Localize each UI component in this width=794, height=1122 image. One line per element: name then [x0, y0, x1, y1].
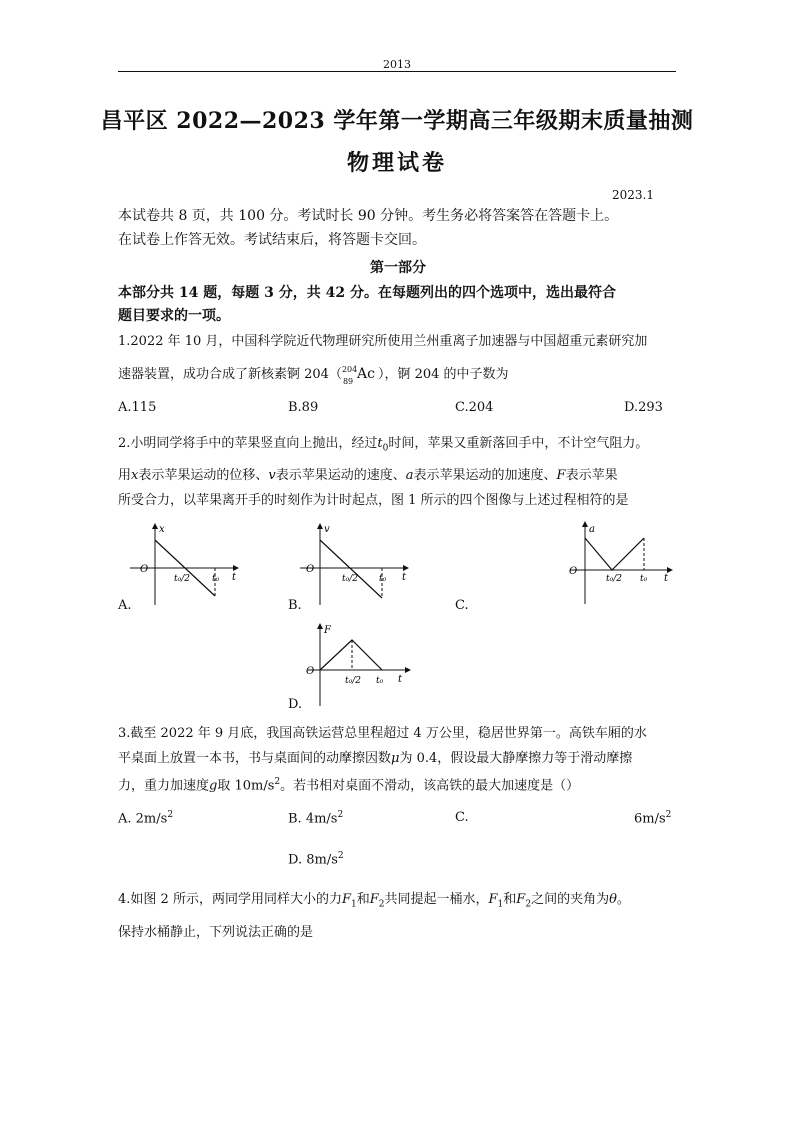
graph-line	[320, 640, 382, 670]
q2-line-2-text: 表示苹果	[565, 468, 618, 483]
q2-line-2-text: 用	[118, 468, 132, 483]
q3-option-c-exp: 2	[665, 810, 672, 820]
nuclide-symbol: Ac	[356, 366, 375, 382]
full-tick-label: t₀	[212, 574, 220, 584]
y-axis-label: x	[159, 524, 165, 535]
q4-line-1	[118, 888, 688, 917]
q1-option-c: C.204	[455, 400, 494, 415]
q3-text-d: 取 10m/s	[217, 778, 275, 794]
q3-option-d-exp: 2	[337, 851, 344, 861]
t-axis-label: t	[402, 572, 407, 583]
q3-option-c-value	[634, 810, 671, 826]
q3-option-a	[118, 810, 173, 826]
graph-line	[320, 540, 382, 598]
part-instruction-1: 本部分共 14 题，每题 3 分，共 42 分。在每题列出的四个选项中，选出最符合	[118, 285, 616, 301]
t-axis-label: t	[232, 572, 237, 583]
q1-line-1: 1.2022 年 10 月，中国科学院近代物理研究所使用兰州重离子加速器与中国超重元素研究加	[118, 334, 648, 349]
q3-line-3	[118, 771, 678, 797]
q3-option-a-exp: 2	[167, 810, 174, 820]
y-axis-label: a	[589, 524, 595, 535]
origin-label: O	[140, 564, 149, 575]
q3-text-c: 力，重力加速度	[118, 778, 210, 794]
graph-line	[585, 538, 644, 570]
mu-symbol: μ	[391, 751, 400, 766]
q3-text-a: 平桌面上放置一本书，书与桌面间的动摩擦因数	[118, 751, 392, 766]
origin-label: O	[306, 666, 315, 677]
intro-line-2: 在试卷上作答无效。考试结束后，将答题卡交回。	[118, 232, 426, 248]
variable-symbol: v	[268, 468, 276, 483]
f2-symbol-2: F	[516, 892, 526, 907]
half-tick-label: t₀/2	[345, 676, 361, 686]
q2-text-b: 时间，苹果又重新落回手中，不计空气阻力。	[388, 436, 649, 451]
f1-symbol: F	[341, 892, 351, 907]
half-tick-label: t₀/2	[606, 574, 622, 584]
graph-a-label: A.	[118, 598, 132, 613]
q3-text-b: 为 0.4，假设最大静摩擦力等于滑动摩擦	[399, 751, 633, 766]
full-tick-label: t₀	[379, 574, 387, 584]
exam-date: 2023.1	[612, 188, 654, 202]
q2-line-2-text: 表示苹果运动的位移、	[138, 468, 269, 483]
f2-subscript-2: 2	[525, 899, 532, 910]
q3-option-b	[288, 810, 343, 826]
f2-subscript: 2	[378, 899, 385, 910]
full-tick-label: t₀	[376, 676, 384, 686]
q2-line-2-text: 表示苹果运动的速度、	[275, 468, 406, 483]
q4-text-c: 之间的夹角为	[531, 892, 610, 907]
full-tick-label: t₀	[640, 574, 648, 584]
header-rule	[118, 71, 676, 72]
q3-option-b-text: B. 4m/s	[288, 811, 338, 827]
part-heading: 第一部分	[370, 260, 426, 276]
q3-option-a-text: A. 2m/s	[118, 811, 168, 827]
q4-text-d: 。	[616, 892, 630, 907]
graph-d	[300, 620, 420, 710]
exam-title: 昌平区 2022—2023 学年第一学期高三年级期末质量抽测	[100, 108, 694, 134]
g-symbol: g	[209, 778, 218, 794]
q3-text-e: 。若书相对桌面不滑动，该高铁的最大加速度是（）	[280, 778, 580, 794]
variable-symbol: F	[556, 468, 566, 483]
origin-label: O	[569, 566, 578, 577]
graph-a	[118, 520, 248, 612]
page-number: 2013	[383, 58, 411, 71]
q3-option-d	[288, 851, 344, 867]
half-tick-label: t₀/2	[342, 574, 358, 584]
t-axis-label: t	[398, 674, 403, 685]
q3-option-c-text: 6m/s	[634, 811, 666, 827]
q1-option-b: B.89	[288, 400, 319, 415]
graph-d-label: D.	[288, 697, 303, 712]
nuclide-notation	[341, 362, 378, 386]
f1-subscript-2: 1	[497, 899, 504, 910]
q3-option-b-exp: 2	[337, 810, 344, 820]
theta-symbol: θ	[609, 892, 617, 907]
q3-line-2	[118, 747, 678, 770]
f2-symbol: F	[369, 892, 379, 907]
q1-text-a: 速器装置，成功合成了新核素锕 204（	[118, 367, 342, 382]
f1-symbol-2: F	[488, 892, 498, 907]
q1-option-d: D.293	[624, 400, 663, 415]
half-tick-label: t₀/2	[174, 574, 190, 584]
q2-line-2-text: 表示苹果运动的加速度、	[413, 468, 557, 483]
variable-symbol: x	[131, 468, 139, 483]
q2-text-a: 2.小明同学将手中的苹果竖直向上抛出，经过	[118, 436, 378, 451]
q3-exponent: 2	[274, 777, 281, 787]
y-axis-label: v	[324, 524, 330, 535]
q4-text-b: 共同提起一桶水，	[384, 892, 489, 907]
intro-line-1: 本试卷共 8 页，共 100 分。考试时长 90 分钟。考生务必将答案答在答题卡上。	[118, 208, 619, 224]
q2-line-2	[118, 464, 678, 487]
exam-subject: 物理试卷	[346, 150, 447, 176]
q4-line-2: 保持水桶静止，下列说法正确的是	[118, 925, 314, 940]
origin-label: O	[306, 564, 315, 575]
q2-line-3: 所受合力，以苹果离开手的时刻作为计时起点，图 1 所示的四个图像与上述过程相符的是	[118, 493, 629, 508]
part-instruction-2: 题目要求的一项。	[118, 308, 230, 324]
q1-text-b: ），锕 204 的中子数为	[377, 367, 509, 382]
q3-option-c: C.	[455, 810, 469, 825]
nuclide-atomic: 89	[342, 377, 354, 386]
t0-subscript: 0	[382, 443, 389, 454]
nuclide-mass: 204	[341, 365, 358, 374]
q4-text-a: 4.如图 2 所示，两同学用同样大小的力	[118, 892, 342, 907]
q2-line-1	[118, 432, 678, 461]
q1-option-a: A.115	[118, 400, 157, 415]
graph-b	[290, 520, 420, 612]
q4-and-2: 和	[503, 892, 517, 907]
q4-and-1: 和	[356, 892, 370, 907]
q3-option-d-text: D. 8m/s	[288, 852, 338, 868]
t0-symbol: t	[377, 436, 383, 451]
graph-c	[560, 518, 680, 610]
graph-b-label: B.	[288, 598, 302, 613]
q3-line-1: 3.截至 2022 年 9 月底，我国高铁运营总里程超过 4 万公里，稳居世界第一。高铁车厢的水	[118, 726, 647, 741]
t-axis-label: t	[664, 573, 669, 584]
f1-subscript: 1	[350, 899, 357, 910]
q1-line-2	[118, 362, 678, 386]
y-axis-label: F	[324, 625, 331, 636]
variable-symbol: a	[405, 468, 414, 483]
graph-c-label: C.	[455, 598, 469, 613]
